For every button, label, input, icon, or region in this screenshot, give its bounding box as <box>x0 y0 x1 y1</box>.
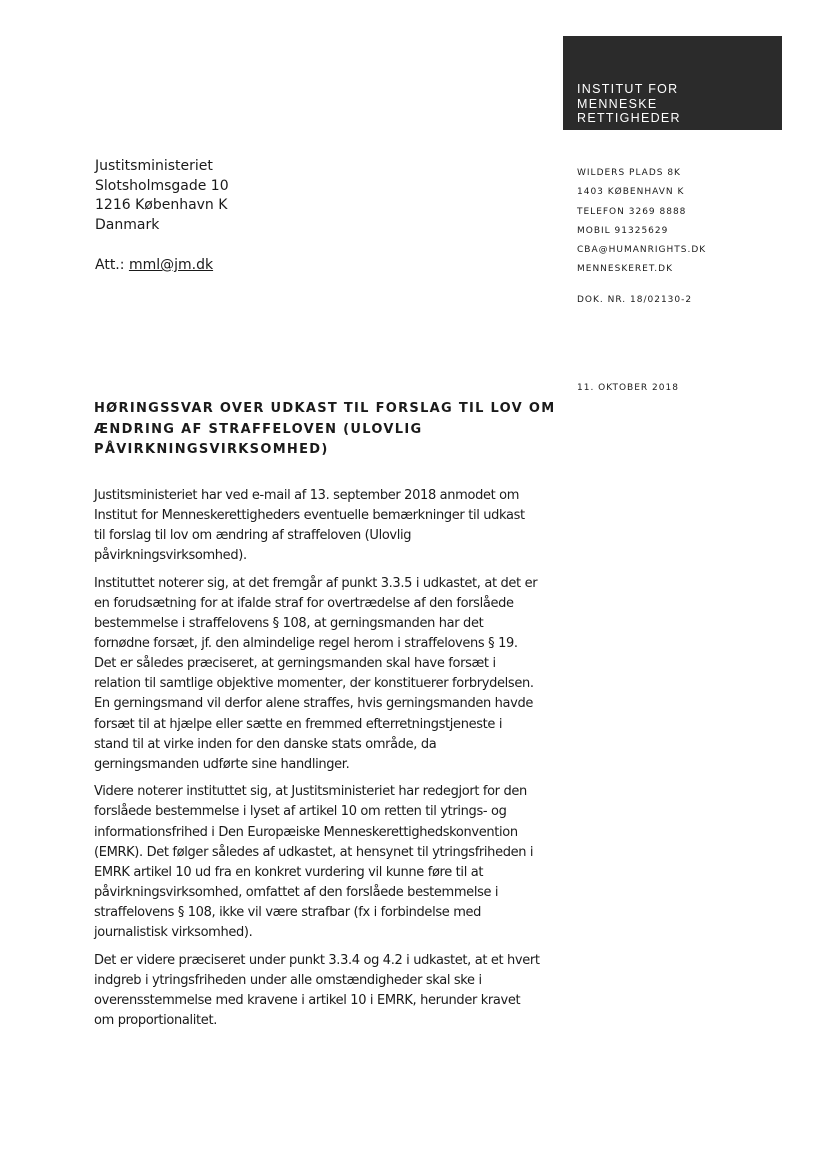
text-line: en forudsætning for at ifalde straf for overtrædelse af den forslåede <box>94 595 514 611</box>
sender-website: MENNESKERET.DK <box>577 264 673 275</box>
recipient-country: Danmark <box>95 216 160 233</box>
text-line: (EMRK). Det følger således af udkastet, at hensynet til ytringsfriheden i <box>94 844 534 860</box>
text-line: overensstemmelse med kravene i artikel 10 i EMRK, herunder kravet <box>94 992 521 1008</box>
letter-body <box>94 486 574 1038</box>
text-line: forsæt til at hjælpe eller sætte en fremmed efterretningstjeneste i <box>94 716 503 732</box>
recipient-city: 1216 København K <box>95 197 228 213</box>
heading-line: HØRINGSSVAR OVER UDKAST TIL FORSLAG TIL LOV OM <box>94 401 556 416</box>
text-line: Videre noterer instituttet sig, at Justitsministeriet har redegjort for den <box>94 784 527 800</box>
text-line: til forslag til lov om ændring af straffeloven (Ulovlig <box>94 528 412 544</box>
heading-line: ÆNDRING AF STRAFFELOVEN (ULOVLIG <box>94 421 423 437</box>
text-line: straffelovens § 108, ikke vil være strafbar (fx i forbindelse med <box>94 904 482 920</box>
text-line: Det er således præciseret, at gerningsmanden skal have forsæt i <box>94 656 496 672</box>
text-line: stand til at virke inden for den danske stats område, da <box>94 736 437 752</box>
text-line: Instituttet noterer sig, at det fremgår af punkt 3.3.5 i udkastet, at det er <box>94 575 538 591</box>
text-line: påvirkningsvirksomhed). <box>94 548 247 564</box>
paragraph-proportionality <box>94 951 574 1031</box>
logo-line: INSTITUT FOR <box>577 82 679 96</box>
text-line: En gerningsmand vil derfor alene straffes, hvis gerningsmanden havde <box>94 696 534 712</box>
sender-phone: TELEFON 3269 8888 <box>577 206 687 217</box>
text-line: EMRK artikel 10 ud fra en konkret vurdering vil kunne føre til at <box>94 864 484 880</box>
text-line: Justitsministeriet har ved e-mail af 13. september 2018 anmodet om <box>94 488 520 503</box>
recipient-address <box>95 157 229 235</box>
text-line: forslåede bestemmelse i lyset af artikel 10 om retten til ytrings- og <box>94 804 507 820</box>
heading-line: PÅVIRKNINGSVIRKSOMHED) <box>94 442 329 457</box>
text-line: bestemmelse i straffelovens § 108, at gerningsmanden har det <box>94 616 484 632</box>
recipient-name: Justitsministeriet <box>95 158 213 174</box>
sender-contact-block <box>577 164 706 280</box>
text-line: om proportionalitet. <box>94 1012 217 1028</box>
sender-email: CBA@HUMANRIGHTS.DK <box>577 245 707 256</box>
sender-street: WILDERS PLADS 8K <box>577 168 681 178</box>
text-line: fornødne forsæt, jf. den almindelige regel herom i straffelovens § 19. <box>94 636 518 652</box>
recipient-street: Slotsholmsgade 10 <box>95 177 229 194</box>
logo-line: MENNESKE <box>577 96 658 111</box>
letter-date: 11. OKTOBER 2018 <box>577 383 679 393</box>
text-line: Institut for Menneskerettigheders eventuelle bemærkninger til udkast <box>94 508 525 524</box>
text-line: påvirkningsvirksomhed, omfattet af den forslåede bestemmelse i <box>94 884 499 900</box>
sender-mobile: MOBIL 91325629 <box>577 225 669 236</box>
logo-line: RETTIGHEDER <box>577 111 681 125</box>
attention-line <box>95 256 213 275</box>
document-number: DOK. NR. 18/02130-2 <box>577 295 693 305</box>
institute-logo <box>563 36 782 130</box>
text-line: Det er videre præciseret under punkt 3.3.4 og 4.2 i udkastet, at et hvert <box>94 952 540 968</box>
text-line: journalistisk virksomhed). <box>94 924 253 940</box>
letter-heading <box>94 399 554 461</box>
paragraph-article-10 <box>94 782 574 943</box>
text-line: indgreb i ytringsfriheden under alle omstændigheder skal ske i <box>94 972 482 988</box>
text-line: relation til samtlige objektive momenter, der konstituerer forbrydelsen. <box>94 676 534 692</box>
text-line: gerningsmanden udførte sine handlinger. <box>94 756 350 772</box>
sender-city: 1403 KØBENHAVN K <box>577 187 685 198</box>
paragraph-intent <box>94 574 574 775</box>
attention-email-link[interactable]: mml@jm.dk <box>128 257 214 273</box>
paragraph-request <box>94 486 574 566</box>
attention-label: Att.: <box>95 257 129 273</box>
text-line: informationsfrihed i Den Europæiske Menneskerettighedskonvention <box>94 824 518 840</box>
